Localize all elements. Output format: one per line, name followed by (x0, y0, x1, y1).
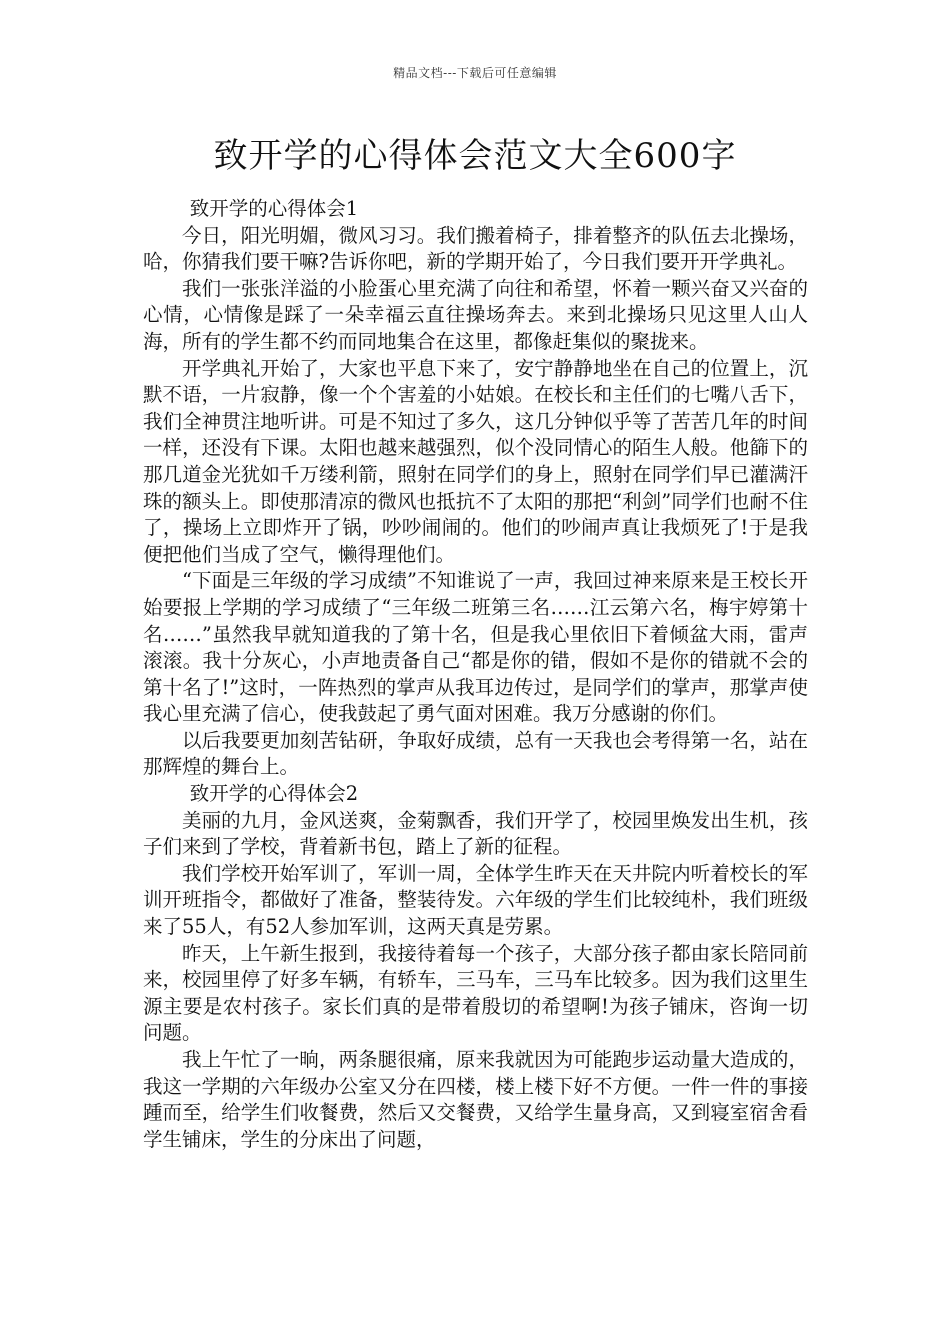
paragraph: 以后我要更加刻苦钻研，争取好成绩，总有一天我也会考得第一名，站在那辉煌的舞台上。 (143, 728, 808, 779)
paragraph: 昨天，上午新生报到，我接待着每一个孩子，大部分孩子都由家长陪同前来，校园里停了好多车辆，有轿车，三马车，三马车比较多。因为我们这里生源主要是农村孩子。家长们真的是带着殷切的希望啊!为孩子铺床，咨询一切问题。 (143, 941, 808, 1045)
paragraph: “下面是三年级的学习成绩”不知谁说了一声，我回过神来原来是王校长开始要报上学期的学习成绩了“三年级二班第三名……江云第六名，梅宇婷第十名……”虽然我早就知道我的了第十名，但是我心里依旧下着倾盆大雨，雷声滚滚。我十分灰心，小声地责备自己“都是你的错，假如不是你的错就不会的第十名了!”这时，一阵热烈的掌声从我耳边传过，是同学们的掌声，那掌声使我心里充满了信心，使我鼓起了勇气面对困难。我万分感谢的你们。 (143, 569, 808, 726)
document-title: 致开学的心得体会范文大全600字 (213, 136, 737, 176)
header-note: 精品文档---下载后可任意编辑 (393, 66, 557, 80)
paragraph: 我们学校开始军训了，军训一周，全体学生昨天在天井院内听着校长的军训开班指令，都做好了准备，整装待发。六年级的学生们比较纯朴，我们班级来了55人，有52人参加军训，这两天真是劳累。 (143, 861, 808, 939)
paragraph: 我上午忙了一晌，两条腿很痛，原来我就因为可能跑步运动量大造成的，我这一学期的六年级办公室又分在四楼，楼上楼下好不方便。一件一件的事接踵而至，给学生们收餐费，然后又交餐费，又给学生量身高，又到寝室宿舍看学生铺床，学生的分床出了问题， (143, 1048, 808, 1151)
section-heading: 致开学的心得体会2 (189, 782, 359, 806)
paragraph: 开学典礼开始了，大家也平息下来了，安宁静静地坐在自己的位置上，沉默不语，一片寂静，像一个个害羞的小姑娘。在校长和主任们的七嘴八舌下，我们全神贯注地听讲。可是不知过了多久，这几分钟似乎等了苦苦几年的时间一样，还没有下课。太阳也越来越强烈，似个没同情心的陌生人般。他篩下的那几道金光犹如千万缕利箭，照射在同学们的身上，照射在同学们早已灌满汗珠的额头上。即使那清凉的微风也抵抗不了太阳的那把“利剑”同学们也耐不住了，操场上立即炸开了锅，吵吵闹闹的。他们的吵闹声真让我烦死了!于是我便把他们当成了空气，懒得理他们。 (143, 356, 808, 566)
paragraph: 我们一张张洋溢的小脸蛋心里充满了向往和希望，怀着一颗兴奋又兴奋的心情，心情像是踩了一朵幸福云直往操场奔去。来到北操场只见这里人山人海，所有的学生都不约而同地集合在这里，都像赶集似的聚拢来。 (143, 276, 808, 353)
section-heading: 致开学的心得体会1 (189, 197, 359, 220)
document-body (143, 196, 808, 1153)
paragraph: 美丽的九月，金风送爽，金菊飘香，我们开学了，校园里焕发出生机，孩子们来到了学校，背着新书包，踏上了新的征程。 (143, 808, 808, 859)
paragraph: 今日，阳光明媚，微风习习。我们搬着椅子，排着整齐的队伍去北操场，哈，你猜我们要干嘛?告诉你吧，新的学期开始了，今日我们要开开学典礼。 (143, 223, 808, 274)
